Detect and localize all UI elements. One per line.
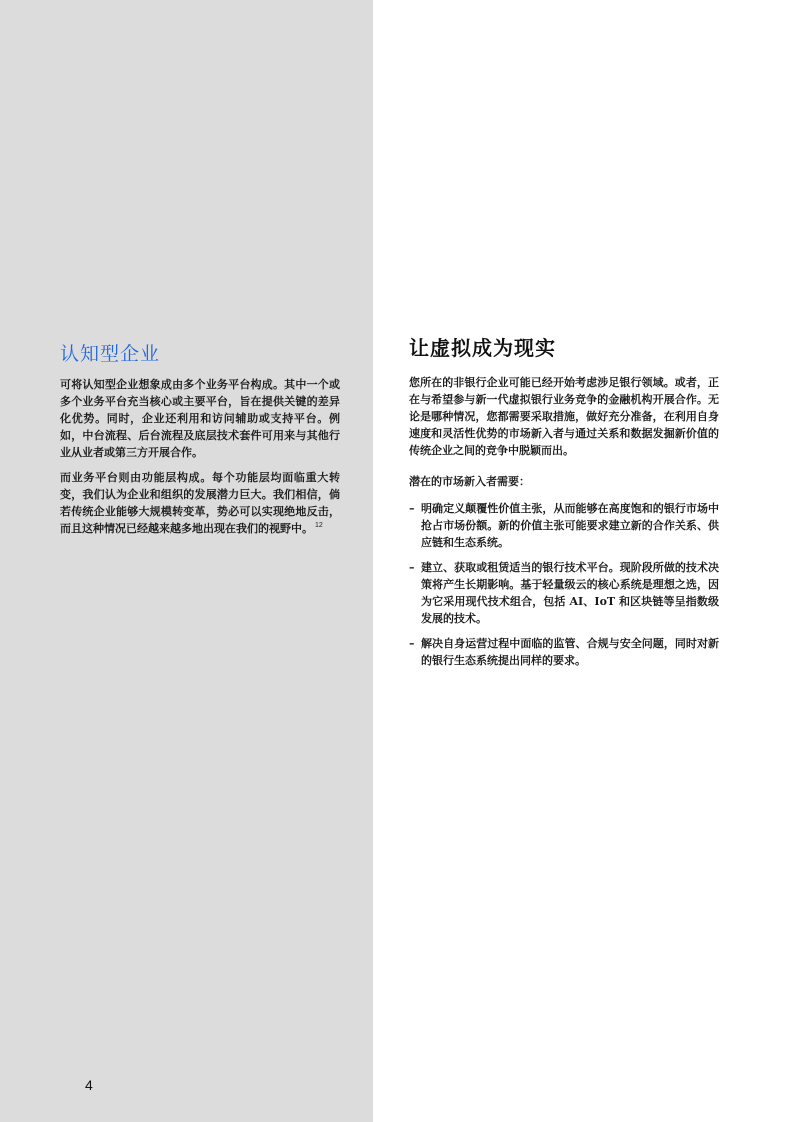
right-section-title: 让虚拟成为现实 — [409, 336, 556, 360]
list-item — [409, 635, 719, 669]
requirements-list — [409, 500, 719, 669]
right-lead-text: 潜在的市场新入者需要： — [409, 475, 530, 488]
left-gray-panel — [0, 0, 373, 1122]
list-item — [409, 500, 719, 551]
list-item — [409, 559, 719, 627]
left-paragraph-2 — [60, 469, 340, 537]
list-item-text: 解决自身运营过程中面临的监管、合规与安全问题，同时对新的银行生态系统提出同样的要求。 — [421, 637, 719, 667]
dash-bullet-icon: – — [409, 561, 415, 574]
dash-bullet-icon: – — [409, 502, 415, 515]
right-column — [409, 334, 719, 677]
left-section-title: 认知型企业 — [60, 343, 161, 365]
list-item-text: 建立、获取或租赁适当的银行技术平台。现阶段所做的技术决策将产生长期影响。基于轻量级云的核心系统是理想之选，因为它采用现代技术组合，包括 AI、IoT 和区块链等呈指数级发展的技术。 — [421, 561, 719, 625]
page-number: 4 — [85, 1077, 93, 1093]
dash-bullet-icon: – — [409, 637, 415, 650]
footnote-reference[interactable]: 12 — [315, 522, 323, 530]
right-paragraph-1: 您所在的非银行企业可能已经开始考虑涉足银行领域。或者，正在与希望参与新一代虚拟银行业务竞争的金融机构开展合作。无论是哪种情况，您都需要采取措施，做好充分准备，在利用自身速度和灵活性优势的市场新入者与通过关系和数据发掘新价值的传统企业之间的竞争中脱颖而出。 — [409, 376, 719, 457]
left-paragraph-2-text: 而业务平台则由功能层构成。每个功能层均面临重大转变，我们认为企业和组织的发展潜力巨大。我们相信，倘若传统企业能够大规模转变革，势必可以实现绝地反击，而且这种情况已经越来越多地出现在我们的视野中。 — [60, 471, 340, 535]
left-paragraph-1: 可将认知型企业想象成由多个业务平台构成。其中一个或多个业务平台充当核心或主要平台，旨在提供关键的差异化优势。同时，企业还利用和访问辅助或支持平台。例如，中台流程、后台流程及底层技术套件可用来与其他行业从业者或第三方开展合作。 — [60, 378, 340, 459]
left-column — [60, 340, 340, 545]
list-item-text: 明确定义颠覆性价值主张，从而能够在高度饱和的银行市场中抢占市场份额。新的价值主张可能要求建立新的合作关系、供应链和生态系统。 — [421, 502, 719, 549]
